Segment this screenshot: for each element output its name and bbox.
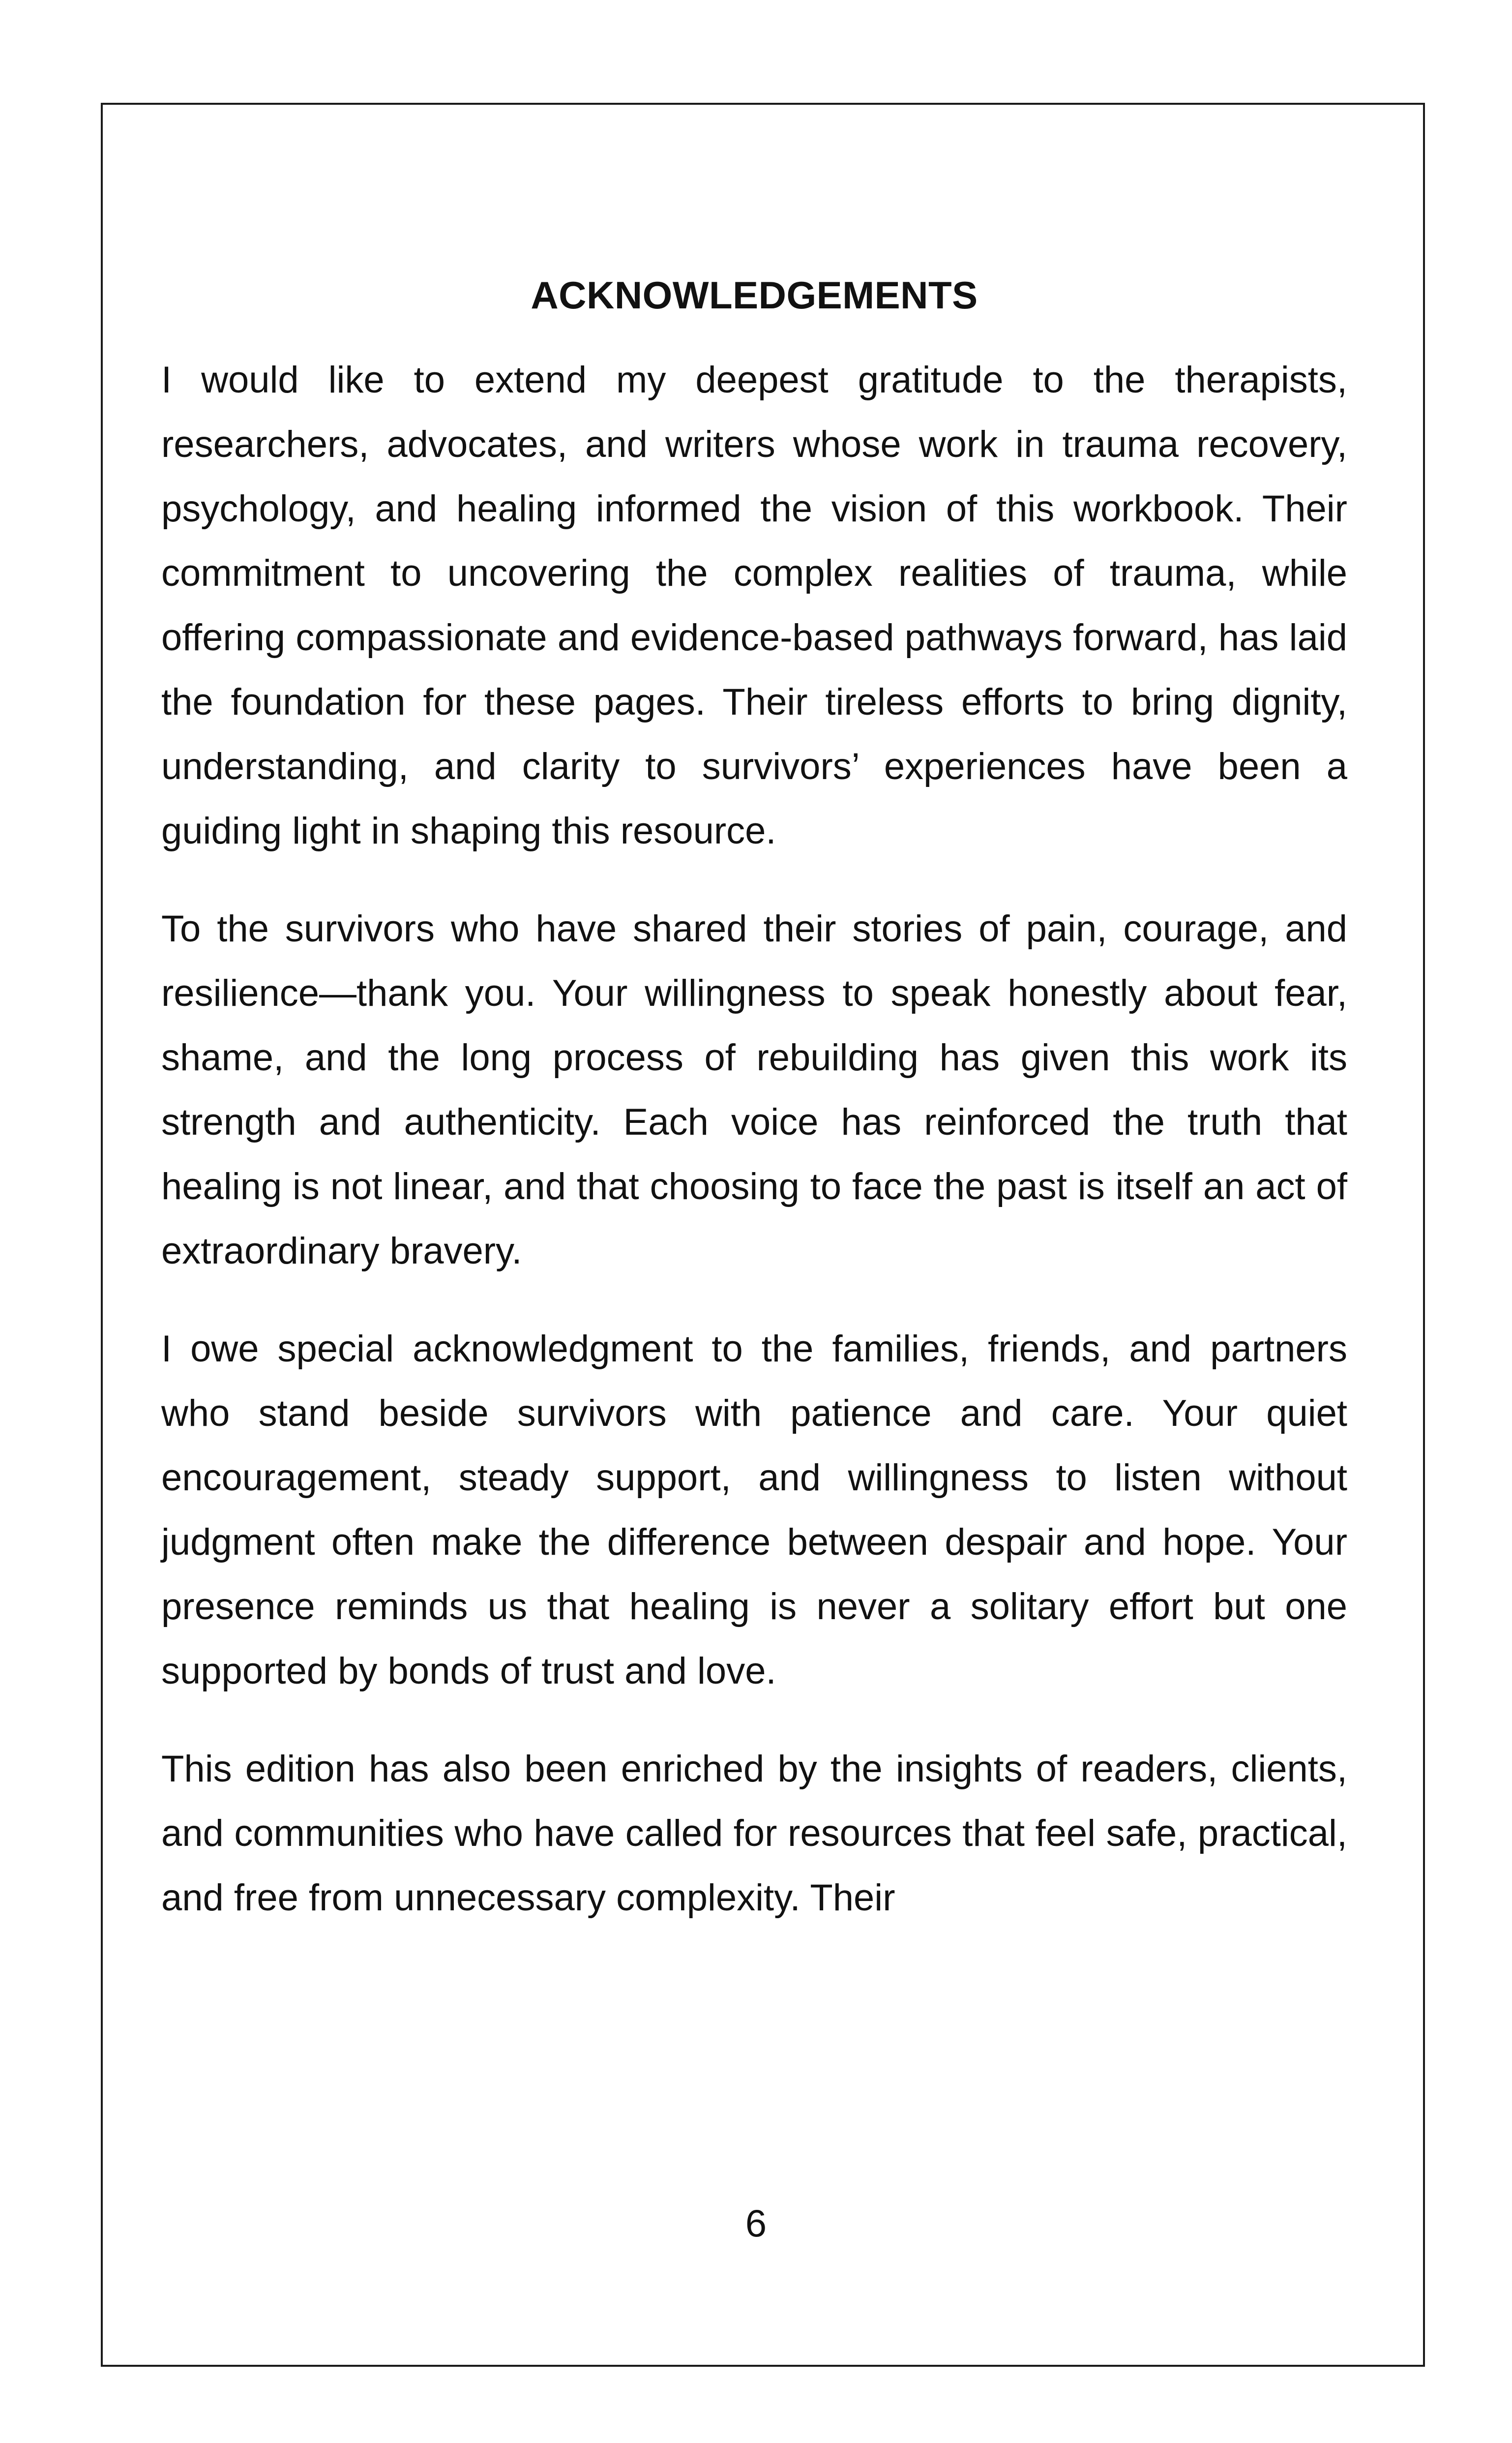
paragraph-1: I would like to extend my deepest gratitude to the therapists, researchers, advocates, and writers whose work in trauma recovery, psychology, and healing informed the vision of this workbook. Their commitment to uncovering the complex realities of trauma, while offering compassionate and evidence-based pathways forward, has laid the foundation for these pages. Their tireless efforts to bring dignity, understanding, and clarity to survivors’ experiences have been a guiding light in shaping this resource. bbox=[161, 359, 1347, 852]
page-title: ACKNOWLEDGEMENTS bbox=[531, 273, 978, 317]
paragraph-3: I owe special acknowledgment to the families, friends, and partners who stand beside survivors with patience and care. Your quiet encouragement, steady support, and willingness to listen without judgment often make the difference between despair and hope. Your presence reminds us that healing is never a solitary effort but one supported by bonds of trust and love. bbox=[161, 1328, 1347, 1692]
paragraph-2: To the survivors who have shared their stories of pain, courage, and resilience—thank you. Your willingness to speak honestly about fear, shame, and the long process of rebuilding has given this work its strength and authenticity. Each voice has reinforced the truth that healing is not linear, and that choosing to face the past is itself an act of extraordinary bravery. bbox=[161, 908, 1347, 1272]
page-number: 6 bbox=[745, 2202, 767, 2245]
page-content bbox=[161, 268, 1347, 1930]
paragraph-4: This edition has also been enriched by the insights of readers, clients, and communities who have called for resources that feel safe, practical, and free from unnecessary complexity. Their bbox=[161, 1748, 1347, 1919]
